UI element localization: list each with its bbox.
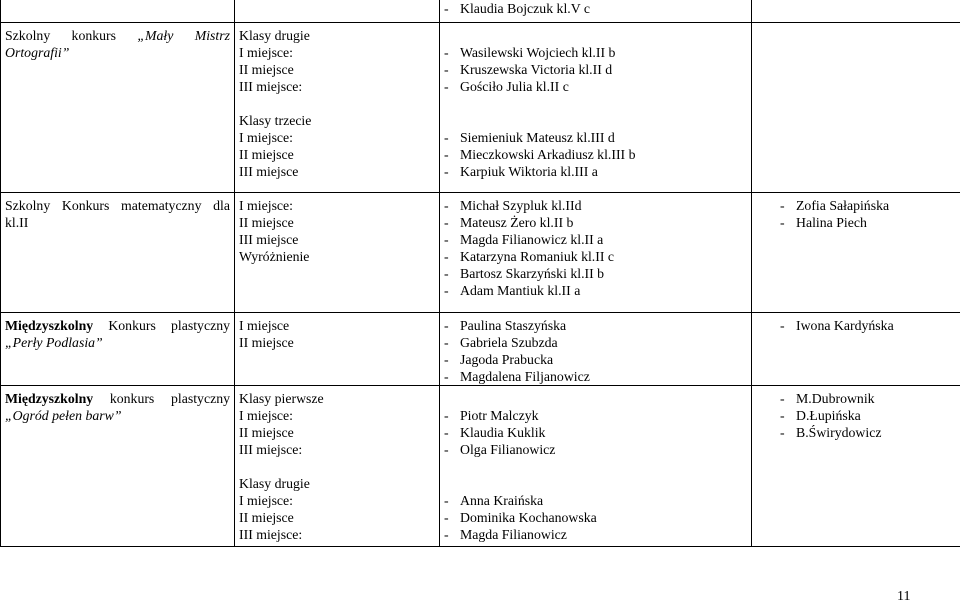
- winner-entry: - Michał Szypluk kl.IId: [444, 197, 582, 213]
- winner-entry: - Mieczkowski Arkadiusz kl.III b: [444, 146, 636, 162]
- page-number: 11: [897, 589, 911, 604]
- place-cell: [235, 385, 440, 546]
- teacher-entry: - B.Świrydowicz: [780, 424, 882, 440]
- contest-title-bold: Międzyszkolny: [5, 390, 94, 406]
- place-cell: [235, 0, 440, 22]
- winners-cell: [440, 0, 752, 22]
- contest-name-cell: [1, 192, 235, 312]
- place-label: III miejsce:: [239, 526, 303, 542]
- winner-entry: - Klaudia Kuklik: [444, 424, 546, 440]
- winner-entry: - Olga Filianowicz: [444, 441, 556, 457]
- winners-cell: [440, 192, 752, 312]
- place-cell: [235, 312, 440, 385]
- winner-entry: - Karpiuk Wiktoria kl.III a: [444, 163, 598, 179]
- place-label: II miejsce: [239, 214, 294, 230]
- teacher-cell: [752, 312, 960, 385]
- place-label: II miejsce: [239, 334, 294, 350]
- teacher-entry: - Zofia Sałapińska: [780, 197, 890, 213]
- winner-entry: - Adam Mantiuk kl.II a: [444, 282, 581, 298]
- place-label: III miejsce: [239, 163, 299, 179]
- winner-entry: - Gościło Julia kl.II c: [444, 78, 569, 94]
- contest-title: konkurs plastyczny: [93, 390, 230, 406]
- winner-entry: - Gabriela Szubzda: [444, 334, 558, 350]
- place-label: I miejsce: [239, 317, 290, 333]
- class-group-label: Klasy pierwsze: [239, 390, 324, 406]
- winner-entry: - Magdalena Filjanowicz: [444, 368, 590, 384]
- contest-name-cell: [1, 312, 235, 385]
- teacher-cell: [752, 22, 960, 192]
- place-label: I miejsce:: [239, 197, 294, 213]
- place-label: III miejsce: [239, 231, 299, 247]
- table-row: [1, 22, 960, 192]
- contest-title-bold: Międzyszkolny: [5, 317, 94, 333]
- place-label: Wyróżnienie: [239, 248, 310, 264]
- contest-title-italic: „Mały Mistrz Ortografii”: [5, 27, 230, 60]
- teacher-entry: - Iwona Kardyńska: [780, 317, 894, 333]
- table-row: [1, 192, 960, 312]
- winners-cell: [440, 385, 752, 546]
- teacher-entry: - Halina Piech: [780, 214, 867, 230]
- winner-entry: - Kruszewska Victoria kl.II d: [444, 61, 613, 77]
- place-label: II miejsce: [239, 424, 294, 440]
- winner-entry: - Anna Kraińska: [444, 492, 544, 508]
- winner-entry: - Klaudia Bojczuk kl.V c: [444, 1, 591, 16]
- contest-title-italic: „Perły Podlasia”: [5, 334, 103, 350]
- class-group-label: Klasy trzecie: [239, 112, 312, 128]
- contest-title: Szkolny Konkurs matematyczny dla kl.II: [5, 197, 230, 230]
- winner-entry: - Mateusz Żero kl.II b: [444, 214, 574, 230]
- winners-cell: [440, 22, 752, 192]
- winner-entry: - Siemieniuk Mateusz kl.III d: [444, 129, 615, 145]
- winners-cell: [440, 312, 752, 385]
- winner-entry: - Magda Filianowicz kl.II a: [444, 231, 604, 247]
- class-group-label: Klasy drugie: [239, 475, 310, 491]
- teacher-entry: - M.Dubrownik: [780, 390, 875, 406]
- teacher-entry: - D.Łupińska: [780, 407, 861, 423]
- table-row: [1, 312, 960, 385]
- winner-entry: - Magda Filianowicz: [444, 526, 567, 542]
- table-row: [1, 0, 960, 22]
- teacher-cell: [752, 0, 960, 22]
- teacher-cell: [752, 192, 960, 312]
- place-label: III miejsce:: [239, 441, 303, 457]
- place-label: I miejsce:: [239, 407, 294, 423]
- table-row: [1, 385, 960, 546]
- contest-name-cell: [1, 0, 235, 22]
- contest-name-cell: [1, 22, 235, 192]
- winner-entry: - Dominika Kochanowska: [444, 509, 597, 525]
- place-label: I miejsce:: [239, 44, 294, 60]
- place-label: II miejsce: [239, 61, 294, 77]
- place-label: I miejsce:: [239, 492, 294, 508]
- contest-title: Konkurs plastyczny: [93, 317, 230, 333]
- place-cell: [235, 22, 440, 192]
- teacher-cell: [752, 385, 960, 546]
- winner-entry: - Katarzyna Romaniuk kl.II c: [444, 248, 615, 264]
- place-label: II miejsce: [239, 146, 294, 162]
- contest-title-italic: „Ogród pełen barw”: [5, 407, 122, 423]
- winner-entry: - Wasilewski Wojciech kl.II b: [444, 44, 616, 60]
- place-label: III miejsce:: [239, 78, 303, 94]
- place-label: II miejsce: [239, 509, 294, 525]
- winner-entry: - Piotr Malczyk: [444, 407, 539, 423]
- class-group-label: Klasy drugie: [239, 27, 310, 43]
- place-label: I miejsce:: [239, 129, 294, 145]
- place-cell: [235, 192, 440, 312]
- winner-entry: - Paulina Staszyńska: [444, 317, 567, 333]
- winner-entry: - Bartosz Skarzyński kl.II b: [444, 265, 605, 281]
- contest-title: Szkolny konkurs: [5, 27, 138, 43]
- contest-name-cell: [1, 385, 235, 546]
- winner-entry: - Jagoda Prabucka: [444, 351, 554, 367]
